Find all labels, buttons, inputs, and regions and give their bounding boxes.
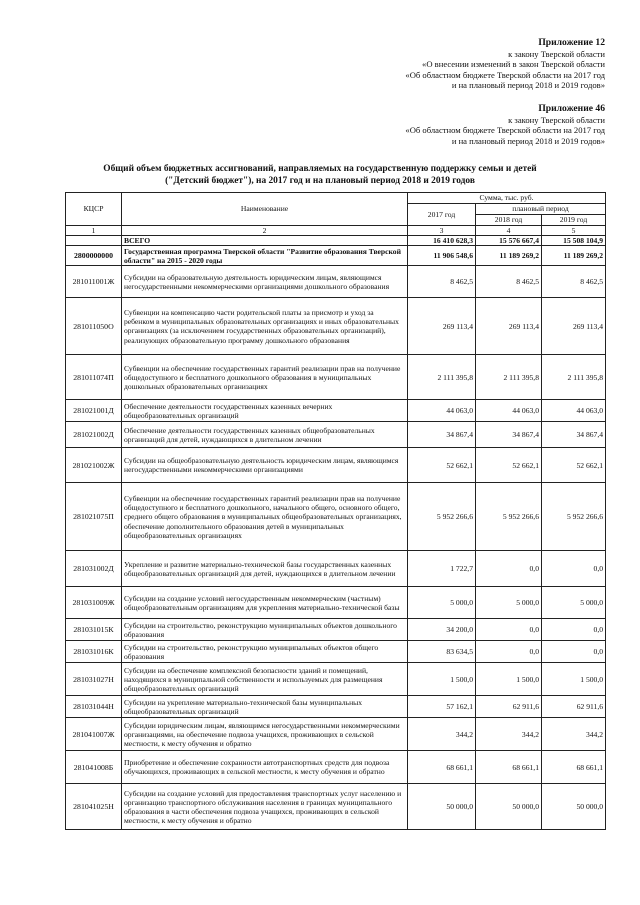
row-value-2018: 2 111 395,8 [476, 355, 542, 400]
row-name: Субсидии на укрепление материально-технической базы муниципальных общеобразовательных организаций [122, 696, 408, 718]
row-code: 281011001Ж [66, 266, 122, 298]
table-row [66, 266, 606, 298]
appendix-12-line: «О внесении изменений в закон Тверской области [422, 59, 605, 70]
row-name: Субсидии на строительство, реконструкцию муниципальных объектов общего образования [122, 641, 408, 663]
table-row [66, 551, 606, 587]
row-value-2017: 83 634,5 [408, 641, 476, 663]
row-code: 281031027Н [66, 663, 122, 696]
row-value-2019: 2 111 395,8 [542, 355, 606, 400]
row-value-2019: 52 662,1 [542, 448, 606, 483]
title-line: ("Детский бюджет"), на 2017 год и на плановый период 2018 и 2019 годов [165, 176, 475, 186]
header-sum: Сумма, тыс. руб. [408, 193, 606, 204]
row-code: 281031015К [66, 619, 122, 641]
row-value-2019: 44 063,0 [542, 400, 606, 422]
table-row [66, 587, 606, 619]
row-value-2017: 1 722,7 [408, 551, 476, 587]
row-value-2019: 1 500,0 [542, 663, 606, 696]
row-name: Субсидии на строительство, реконструкцию муниципальных объектов дошкольного образования [122, 619, 408, 641]
table-row [66, 663, 606, 696]
table-row [66, 718, 606, 751]
column-number: 3 [408, 226, 476, 236]
row-code: 2800000000 [66, 246, 122, 266]
appendix-12-line: «Об областном бюджете Тверской области на 2017 год [405, 69, 605, 80]
table-row-total [66, 236, 606, 246]
row-code: 281031002Д [66, 551, 122, 587]
row-code: 281041008Б [66, 751, 122, 784]
row-value-2017: 5 000,0 [408, 587, 476, 619]
row-name: Укрепление и развитие материально-технической базы государственных казенных общеобразовательных организаций для детей, нуждающихся в длительном лечении [122, 551, 408, 587]
table-row [66, 619, 606, 641]
row-value-2019: 269 113,4 [542, 298, 606, 355]
header-code: КЦСР [66, 193, 122, 226]
table-row [66, 422, 606, 448]
appendix-46-block [405, 104, 605, 146]
row-value-2017: 344,2 [408, 718, 476, 751]
row-value-2018: 0,0 [476, 551, 542, 587]
row-value-2017: 1 500,0 [408, 663, 476, 696]
row-name: Субсидии на создание условий негосударственным некоммерческим (частным) общеобразовательным организациям для укрепления материально-технической базы [122, 587, 408, 619]
row-value-2018: 34 867,4 [476, 422, 542, 448]
row-value-2017: 34 867,4 [408, 422, 476, 448]
document-title [90, 163, 550, 187]
row-value-2017: 68 661,1 [408, 751, 476, 784]
row-value-2019: 8 462,5 [542, 266, 606, 298]
table-header [66, 193, 606, 236]
table-row-program [66, 246, 606, 266]
row-value-2017: 8 462,5 [408, 266, 476, 298]
row-code: 281021075П [66, 483, 122, 551]
row-name: Субвенции на обеспечение государственных гарантий реализации прав на получение общедоступного и бесплатного дошкольного, начального общего, основного общего, среднего общего образования в муниципальных общеобразовательных организациях, обеспечение дополнительного образования детей в муниципальных общеобразовательных организациях [122, 483, 408, 551]
row-value-2018: 50 000,0 [476, 784, 542, 830]
row-value-2018: 68 661,1 [476, 751, 542, 784]
row-code: 281041025Н [66, 784, 122, 830]
row-name: Обеспечение деятельности государственных казенных вечерних общеобразовательных организаций [122, 400, 408, 422]
appendix-12-block [405, 38, 605, 91]
appendix-12-heading: Приложение 12 [538, 37, 605, 48]
row-value-2017: 11 906 548,6 [408, 246, 476, 266]
row-value-2017: 52 662,1 [408, 448, 476, 483]
row-value-2018: 0,0 [476, 641, 542, 663]
row-value-2017: 2 111 395,8 [408, 355, 476, 400]
budget-table [65, 192, 606, 830]
appendix-46-line: «Об областном бюджете Тверской области на 2017 год [405, 125, 605, 136]
row-code: 281031044Н [66, 696, 122, 718]
row-name: Субсидии на общеобразовательную деятельность юридическим лицам, являющимся негосударственными некоммерческими организациями [122, 448, 408, 483]
row-value-2019: 50 000,0 [542, 784, 606, 830]
row-value-2018: 0,0 [476, 619, 542, 641]
row-value-2017: 50 000,0 [408, 784, 476, 830]
row-value-2017: 5 952 266,6 [408, 483, 476, 551]
row-name: Субвенции на компенсацию части родительской платы за присмотр и уход за ребенком в муниципальных образовательных организациях и иных образовательных организациях (за исключением государственных образовательных организаций), реализующих образовательную программу дошкольного образования [122, 298, 408, 355]
header-2018: 2018 год [476, 215, 542, 226]
row-value-2017: 16 410 628,3 [408, 236, 476, 246]
row-value-2019: 15 508 104,9 [542, 236, 606, 246]
row-code: 281031016К [66, 641, 122, 663]
row-value-2019: 5 000,0 [542, 587, 606, 619]
row-name: Субсидии на обеспечение комплексной безопасности зданий и помещений, находящихся в муниципальной собственности и используемых для размещения общеобразовательных организаций [122, 663, 408, 696]
table-row [66, 355, 606, 400]
header-2019: 2019 год [542, 215, 606, 226]
row-name: Субсидии на образовательную деятельность юридическим лицам, являющимся негосударственными некоммерческими организациями дошкольного образования [122, 266, 408, 298]
row-value-2018: 15 576 667,4 [476, 236, 542, 246]
row-value-2018: 269 113,4 [476, 298, 542, 355]
row-value-2019: 344,2 [542, 718, 606, 751]
appendix-46-line: и на плановый период 2018 и 2019 годов» [451, 135, 605, 146]
row-name: Обеспечение деятельности государственных казенных общеобразовательных организаций для детей, нуждающихся в длительном лечении [122, 422, 408, 448]
row-value-2018: 5 000,0 [476, 587, 542, 619]
appendix-12-line: к закону Тверской области [508, 48, 605, 59]
row-value-2019: 11 189 269,2 [542, 246, 606, 266]
header-2017: 2017 год [408, 204, 476, 226]
row-value-2018: 11 189 269,2 [476, 246, 542, 266]
row-name: Субсидии юридическим лицам, являющимся негосударственными некоммерческими организациями, на обеспечение подвоза учащихся, проживающих в сельской местности, к месту обучения и обратно [122, 718, 408, 751]
row-value-2018: 62 911,6 [476, 696, 542, 718]
row-value-2018: 52 662,1 [476, 448, 542, 483]
row-value-2018: 8 462,5 [476, 266, 542, 298]
row-code: 281021002Д [66, 422, 122, 448]
table-row [66, 400, 606, 422]
column-number: 5 [542, 226, 606, 236]
appendix-46-line: к закону Тверской области [508, 114, 605, 125]
row-code [66, 236, 122, 246]
row-code: 281011074П [66, 355, 122, 400]
row-value-2019: 68 661,1 [542, 751, 606, 784]
row-value-2019: 0,0 [542, 551, 606, 587]
column-number: 4 [476, 226, 542, 236]
row-value-2017: 57 162,1 [408, 696, 476, 718]
row-name: ВСЕГО [122, 236, 408, 246]
row-name: Приобретение и обеспечение сохранности автотранспортных средств для подвоза обучающихся, проживающих в сельской местности, к месту обучения и обратно [122, 751, 408, 784]
table-row [66, 641, 606, 663]
header-name: Наименование [122, 193, 408, 226]
row-value-2017: 44 063,0 [408, 400, 476, 422]
table-row [66, 696, 606, 718]
row-code: 281041007Ж [66, 718, 122, 751]
row-value-2017: 34 200,0 [408, 619, 476, 641]
title-line: Общий объем бюджетных ассигнований, направляемых на государственную поддержку семьи и детей [103, 164, 537, 174]
row-value-2019: 5 952 266,6 [542, 483, 606, 551]
row-name: Субсидии на создание условий для предоставления транспортных услуг населению и организацию транспортного обслуживания населения в границах муниципального образования в части обеспечения подвоза учащихся, проживающих в сельской местности, к месту обучения и обратно [122, 784, 408, 830]
row-value-2018: 44 063,0 [476, 400, 542, 422]
row-value-2018: 5 952 266,6 [476, 483, 542, 551]
row-value-2018: 1 500,0 [476, 663, 542, 696]
row-value-2019: 0,0 [542, 641, 606, 663]
row-value-2017: 269 113,4 [408, 298, 476, 355]
table-row [66, 751, 606, 784]
row-value-2018: 344,2 [476, 718, 542, 751]
column-number: 2 [122, 226, 408, 236]
table-body [66, 236, 606, 830]
row-name: Государственная программа Тверской области "Развитие образования Тверской области" на 2015 - 2020 годы [122, 246, 408, 266]
table-row [66, 784, 606, 830]
row-code: 281021002Ж [66, 448, 122, 483]
table-row [66, 483, 606, 551]
header-plan-period: плановый период [476, 204, 606, 215]
row-value-2019: 0,0 [542, 619, 606, 641]
row-value-2019: 62 911,6 [542, 696, 606, 718]
appendix-46-heading: Приложение 46 [538, 103, 605, 114]
table-row [66, 298, 606, 355]
row-value-2019: 34 867,4 [542, 422, 606, 448]
row-code: 281011050О [66, 298, 122, 355]
row-code: 281021001Д [66, 400, 122, 422]
table-row [66, 448, 606, 483]
row-name: Субвенции на обеспечение государственных гарантий реализации прав на получение общедоступного и бесплатного дошкольного образования в муниципальных дошкольных образовательных организациях [122, 355, 408, 400]
appendix-12-line: и на плановый период 2018 и 2019 годов» [451, 80, 605, 91]
column-number: 1 [66, 226, 122, 236]
row-code: 281031009Ж [66, 587, 122, 619]
